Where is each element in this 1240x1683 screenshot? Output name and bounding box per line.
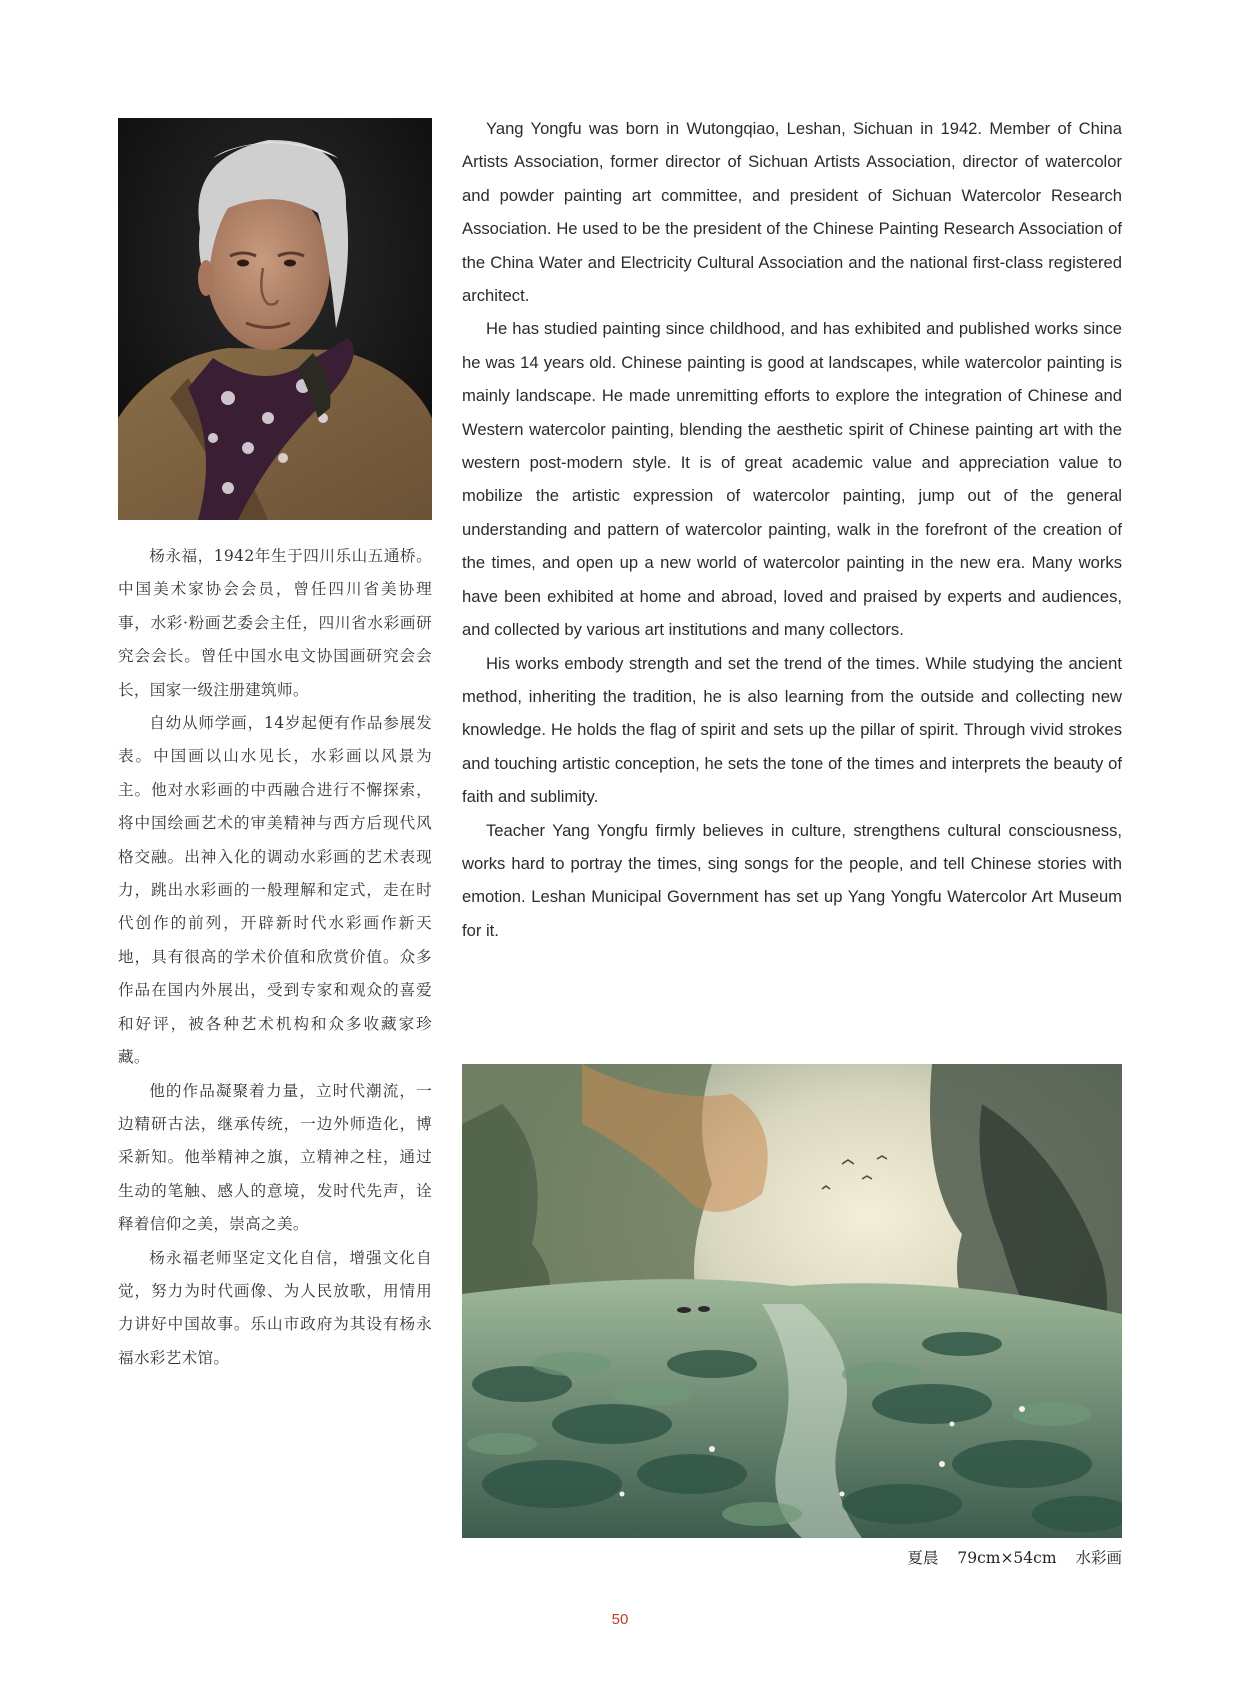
chinese-paragraph-1: 杨永福，1942年生于四川乐山五通桥。中国美术家协会会员，曾任四川省美协理事，水彩·粉画艺委会主任，四川省水彩画研究会会长。曾任中国水电文协国画研究会会长，国家一级注册建筑师。 [118, 547, 432, 699]
painting-size: 79cm×54cm [957, 1549, 1057, 1567]
painting-caption [907, 1546, 1122, 1568]
chinese-paragraph-4: 杨永福老师坚定文化自信，增强文化自觉，努力为时代画像、为人民放歌，用情用力讲好中国故事。乐山市政府为其设有杨永福水彩艺术馆。 [118, 1248, 432, 1367]
artist-portrait-photo [118, 118, 432, 520]
chinese-paragraph-3: 他的作品凝聚着力量，立时代潮流，一边精研古法，继承传统，一边外师造化，博采新知。他举精神之旗，立精神之柱，通过生动的笔触、感人的意境，发时代先声，诠释着信仰之美，崇高之美。 [118, 1081, 432, 1234]
english-paragraph-4: Teacher Yang Yongfu firmly believes in culture, strengthens cultural consciousness, works hard to portray the times, sing songs for the people, and tell Chinese stories with emotion. Leshan Municipal Government has set up Yang Yongfu Watercolor Art Museum for it. [462, 820, 1122, 940]
watercolor-painting-image [462, 1064, 1122, 1538]
english-paragraph-1: Yang Yongfu was born in Wutongqiao, Leshan, Sichuan in 1942. Member of China Artists Association, former director of Sichuan Artists Association, director of watercolor and powder painting art committee, and president of Sichuan Watercolor Research Association. He used to be the president of the Chinese Painting Research Association of the China Water and Electricity Cultural Association and the national first-class registered architect. [462, 119, 1122, 306]
page-number: 50 [611, 1611, 629, 1628]
chinese-biography [118, 540, 432, 1375]
chinese-paragraph-2: 自幼从师学画，14岁起便有作品参展发表。中国画以山水见长，水彩画以风景为主。他对水彩画的中西融合进行不懈探索，将中国绘画艺术的审美精神与西方后现代风格交融。出神入化的调动水彩画的艺术表现力，跳出水彩画的一般理解和定式，走在时代创作的前列，开辟新时代水彩画作新天地，具有很高的学术价值和欣赏价值。众多作品在国内外展出，受到专家和观众的喜爱和好评，被各种艺术机构和众多收藏家珍藏。 [118, 714, 432, 1067]
english-paragraph-3: His works embody strength and set the trend of the times. While studying the ancient method, inheriting the tradition, he is also learning from the outside and collecting new knowledge. He holds the flag of spirit and sets up the pillar of spirit. Through vivid strokes and touching artistic conception, he sets the tone of the times and interprets the beauty of faith and sublimity. [462, 653, 1122, 807]
painting-medium: 水彩画 [1075, 1549, 1122, 1567]
english-paragraph-2: He has studied painting since childhood, and has exhibited and published works since he was 14 years old. Chinese painting is good at landscapes, while watercolor painting is mainly landscape. He made unremitting efforts to explore the integration of Chinese and Western watercolor painting, blending the aesthetic spirit of Chinese painting art with the western post-modern style. It is of great academic value and appreciation value to mobilize the artistic expression of watercolor painting, jump out of the general understanding and pattern of watercolor painting, walk in the forefront of the creation of the times, and open up a new world of watercolor painting in the new era. Many works have been exhibited at home and abroad, loved and praised by experts and audiences, and collected by various art institutions and many collectors. [462, 319, 1122, 640]
painting-title: 夏晨 [907, 1549, 939, 1567]
english-biography [462, 112, 1122, 947]
